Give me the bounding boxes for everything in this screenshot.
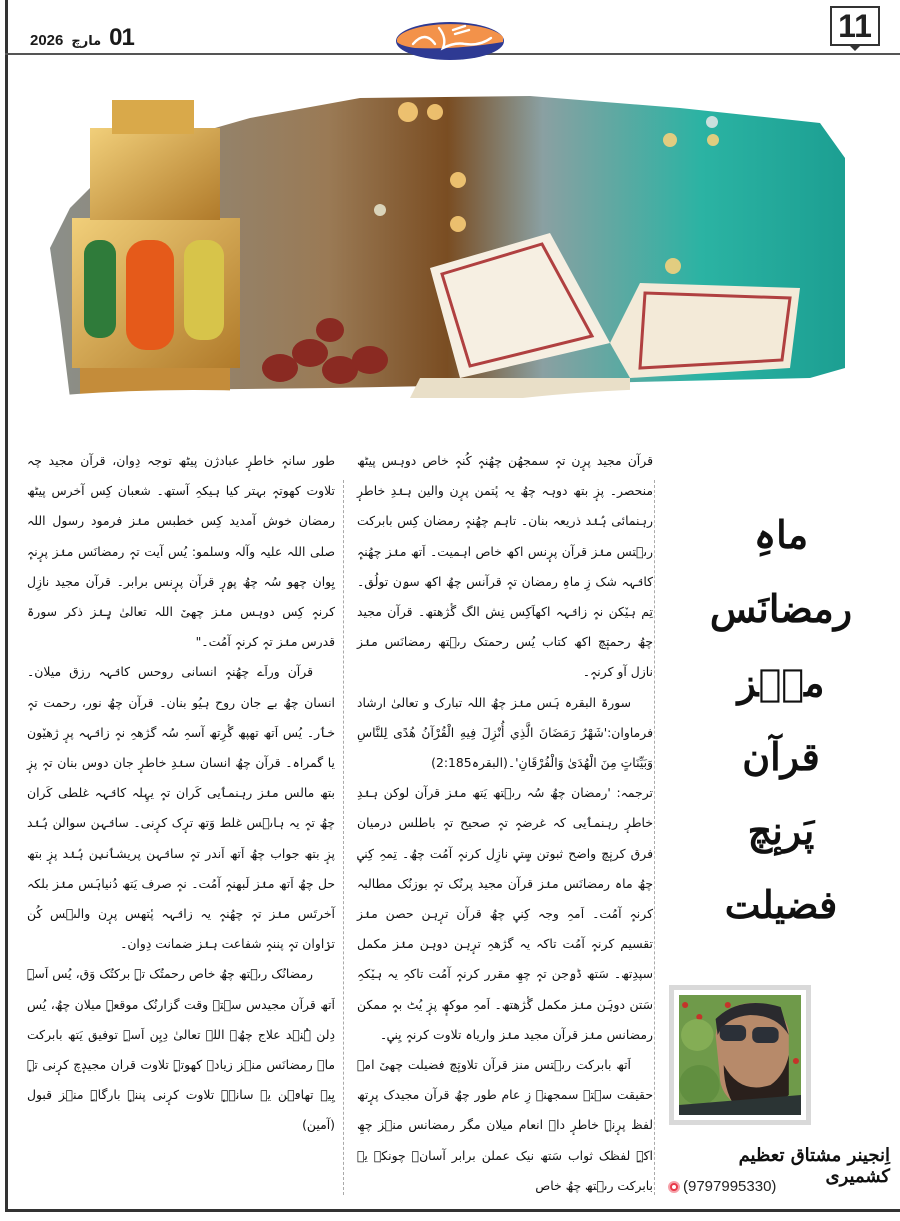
paragraph: طور سانہٕ خاطرٕ عبادژن پیٹھ توجہ دِوان، قرآن مجید چہ تلاوت کھوتہٕ بہتر کیا ہیکہِ آستھ۔ شعبان کِس آخرس پیٹھ رمضان خوش آمدید کِس خطبس منٛز فرمود رسول اللہ صلی اللہ علیہ وآلہ وسلمو: یُس آیت تہٕ رمضانَس منٛز پرٕنہٕ یِوان چھو سُہ چھُ پۄرٕ قرآن پرٕنس برابر۔ قرآن مجید نازِل کرنہٕ کِس دوہس منٛز چھیٚ اللہ تعالیٰ ہٕنٛز ذکر سورۃ قدرس منٛز تہٕ کرنہٕ آمُت۔" (27, 453, 335, 650)
page-left-border (5, 0, 8, 1212)
phone-icon (668, 1181, 680, 1193)
title-line: رمضانَس (709, 586, 853, 631)
author-photo-frame (669, 985, 811, 1125)
newspaper-logo (395, 20, 505, 62)
page-number-pointer (850, 46, 860, 51)
title-line: قرآن (742, 734, 820, 779)
title-line: پَرنٕچ (747, 808, 815, 853)
column-divider (343, 480, 344, 1195)
article-column-middle (357, 446, 653, 1201)
page-bottom-border (5, 1209, 900, 1212)
date-month: مارچ (71, 34, 102, 49)
title-line: فضیلت (724, 882, 838, 927)
hero-image (30, 78, 870, 418)
paragraph: اَتھ بابرکت رٮ۪تس منز قرآن تلاوتٕچ فضیلت چھیٚ امہ حقیقت سٟتؠ سمجھنؠ زِ عام طور چھُ قرآن مجیدک پرٕتھ لفظ پرٕنہٕ خاطرٕ داہ انعام میلان مگر رمضانس منٛز چھِ اکہِ لفظک ثواب سَتھ نیک عملن برابر آسان۔ چونکہ یہ بابرکت رٮ۪تھ چھُ خاص (357, 1057, 653, 1193)
title-line: ماہِ (753, 512, 809, 557)
issue-date (30, 24, 134, 52)
date-year: 2026 (30, 32, 64, 49)
paragraph: قرآن مجید پرٕن تہٕ سمجھُن چھُنہٕ کُنہٕ خاص دوہس پیٹھ منحصر۔ پزٕ بتھ دوہہ چھُ یہ پٔتمن پرٕن والین ہنٛدِ خاطرٕ رہنمائی ہُنٛد ذریعہ بنان۔ تاہم چھُنہٕ رمضان کِس بابرکت رٮ۪تس منٛز قرآن پرٕنس اکھ خاص اہمیت۔ اَتھ منٛز چھُنہٕ کانٛہہ شک زِ ماہِ رمضان تہٕ قرآنس چھُ اکھ سۄن تولُق۔ تِم ہیٚکن نہٕ زانٛہہ اکھاَکِس نِش الگ گٔژھتھ۔ قرآن مجید چھُ رحمتٕچ اکھ کتاب یُس رحمتک رٮ۪تھ رمضانَس منٛز نازل آو کرنہٕ۔ (357, 453, 653, 680)
author-photo (674, 990, 806, 1120)
author-name: اِنجینر مشتاق تعظیم کشمیری (738, 1145, 890, 1187)
article-column-left (27, 446, 335, 1141)
article-title (672, 498, 890, 942)
paragraph-quran-verse: سورۃ البقرہ ہَس منٛز چھُ اللہ تبارک و تعالیٰ ارشاد فرماوان:'شَهْرُ رَمَضَانَ الَّذِي أُنْزِلَ فِيهِ الْقُرْآنُ هُدًى لِلنَّاسِ وَبَيِّنَاتٍ مِنَ الْهُدَىٰ وَالْفُرْقَانِ'۔(البقرہ2:185) (357, 694, 653, 771)
paragraph: رمضانُک رٮ۪تھ چھُ خاص رحمتُک تہٕ برکتُک وَق، یُس اَسہِ اَتھ قرآن مجیدس سٟتؠ وقت گزارنُک موقعہٕ میلان چھُ، یُس دِلن ہُنٛد علاج چھُ۔ اللہ تعالیٰ دِیِن اَسہِ توفیق یَتھ بابرکت ماہ رمضانَس منٛز زیادہ کھوتہٕ تلاوت قران مجیدٕچ کرٕنی تہٕ یِیہ تھاٯ۪ن یہ سانٛہٕ تلاوت کرٕنی پننہٕ بارگاہِ منٛز قبول (آمین) (27, 966, 335, 1133)
paragraph: قرآن وراَے چھُنہٕ انسانی روحس کانٛہہ رزق میلان۔ انسان چھُ بے جان روح ہیُو بنان۔ قرآن چھُ نور، رحمت تہٕ خٲر۔ یُس اَتھ تھپھ گٔرِتھ آسہِ سُہ گژھہِ نہٕ زانٛہہ پرٕ ژھیٚون یا گمراہ۔ قرآن چھُ انسان سنٛدِ خاطرٕ جان دوس بنان تہٕ پزٕ بتھ مالس منٛز رہنمٲیی کَران تہٕ یہِلہ کانٛہہ غلطی کَران چھُ تہٕ یہ ہاٮ۪س غلط وَتھ ترٕک کرٕنی۔ سانٛہن سوالن ہُنٛد پزٕ بتھ جواب چھُ اَتھ اَندر تہٕ سانٛہن پریشٲنؠن ہُنٛد پزٕ بتھ حل چھُ اَتھ منٛز لَبھنہٕ آمُت۔ نہٕ صرف یَتھ دُنیاہَس منٛز بلکہ آخرتَس منٛز تہٕ چھُنہٕ یہ زانٛہہ پٔتھس پرٕن والٮ۪س کُن ترٛاوان تہٕ پننہٕ شفاعت ہنٛز ضمانت دِوان۔ (27, 664, 335, 952)
author-contact (668, 1178, 776, 1195)
author-phone-number: (9797995330) (683, 1178, 777, 1195)
title-line: منٛز (737, 660, 825, 705)
page-number: 11 (830, 6, 880, 46)
paragraph-translation: ترجمہ: 'رمضان چھُ سُہ رٮ۪تھ یَتھ منٛز قرآن لوکن ہنٛدِ خاطرٕ رہنمٲیی کہ غرضہٕ تہٕ صحیح تہٕ باطلس درمیان فرق کرنٕچ واضح ثبوتن سٟتؠ نازِل کرنہٕ آمُت چھُ۔ تِمہِ کِنؠ چھُ ماہ رمضانَس منٛز قرآن مجید پرنُک تہٕ بوزنُک مطالبہ کرنہٕ آمُت۔ اَمہِ وجہ کِنؠ چھُ قرآن ترٕہن حصن منٛز تقسیم کرنہٕ آمُت تاکہ یہ گژھہِ ترٕہن دوہن منٛز مکمل سپدِتھ۔ سَتھ ڈۄجن تہٕ چھِ مقرر کرنہٕ آمُت تاکہِ یہ ہیٚکہِ سَتن دوہَن منٛز مکمل گٔژھتھ۔ اَمہِ موکھٕ پزٕ یُٹ بہٕ ممکن رمضانس منٛز قرآن مجید منٛز وارياہ تلاوت کرنہٕ یِنؠ۔ (357, 785, 653, 1042)
date-day: 01 (109, 24, 134, 51)
column-divider (654, 480, 655, 1195)
